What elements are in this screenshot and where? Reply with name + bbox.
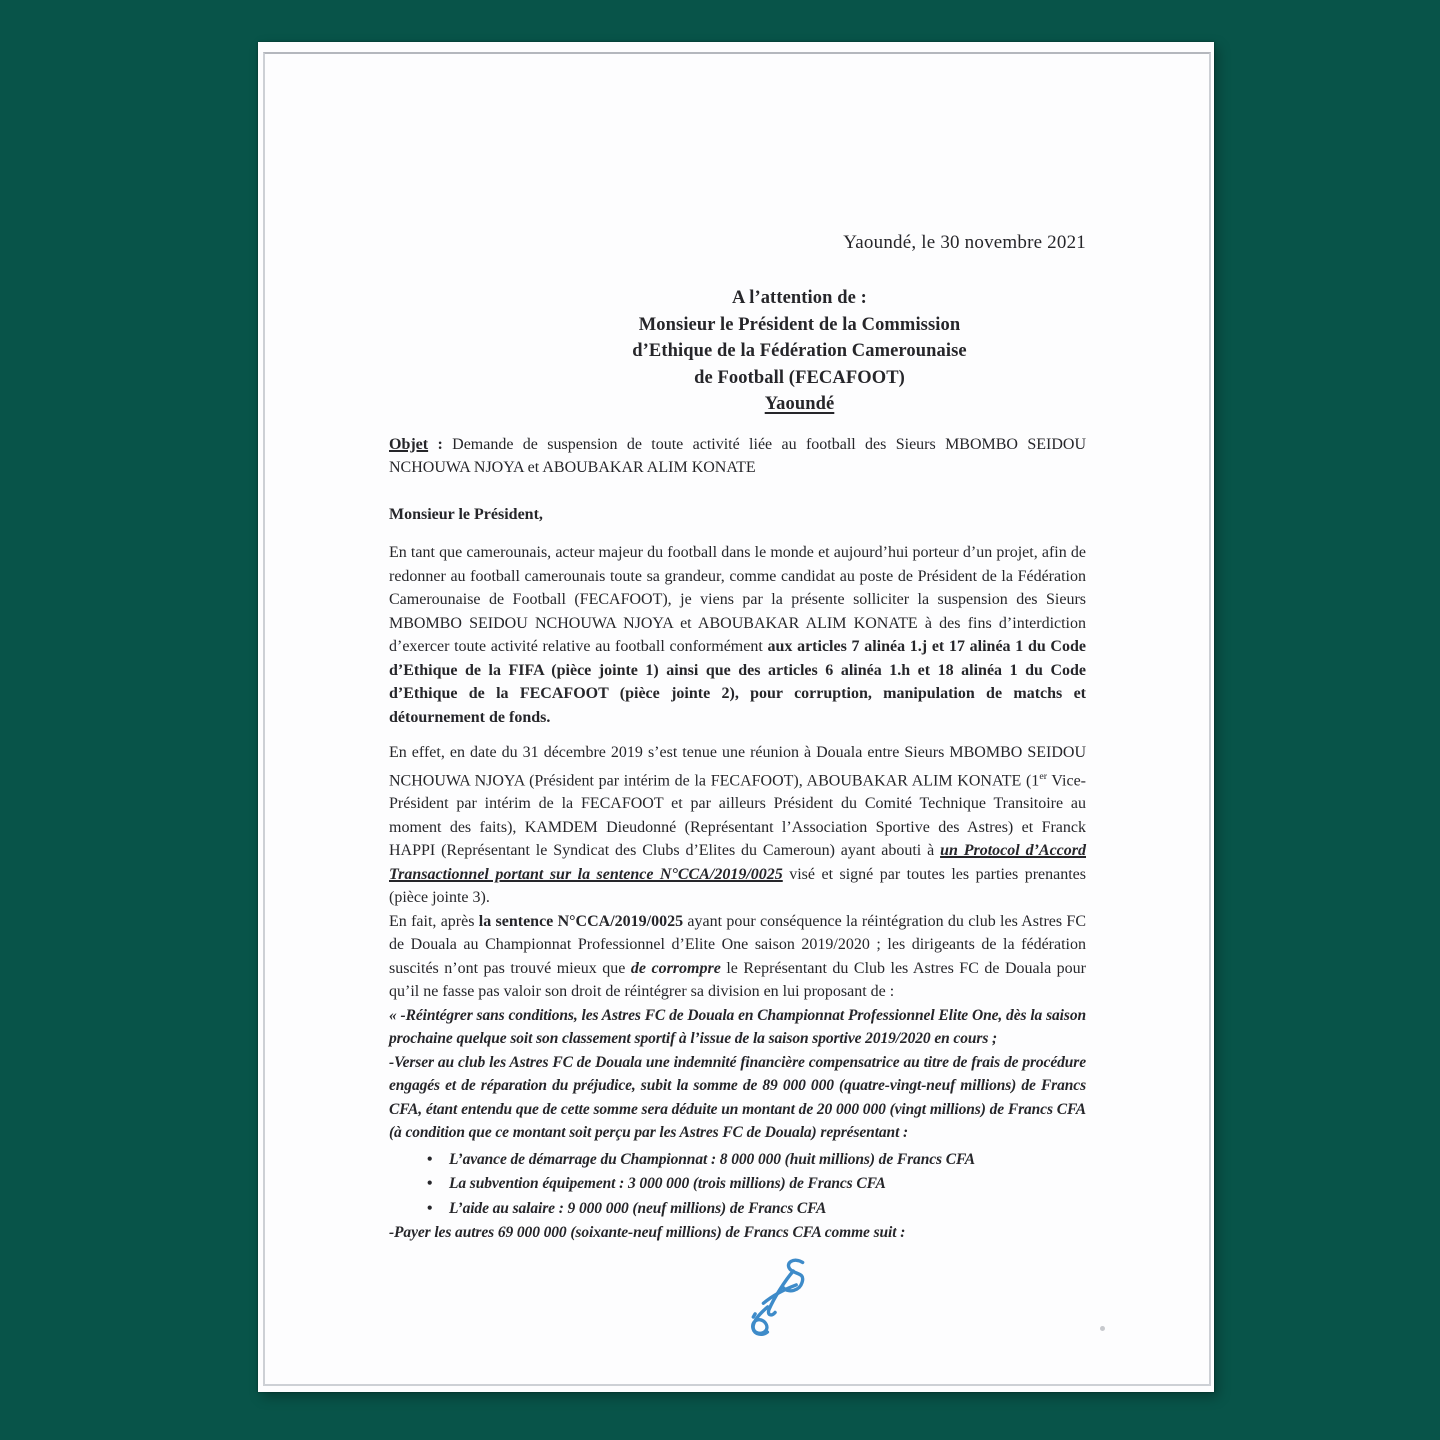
letter-content	[389, 42, 1086, 1337]
recipient-line: A l’attention de :	[732, 288, 867, 308]
bullet-list	[389, 1148, 1086, 1222]
recipient-block	[451, 285, 1148, 418]
letter-page	[258, 42, 1214, 1392]
list-item-aide-salaire: • L’aide au salaire : 9 000 000 (neuf millions) de Francs CFA	[427, 1197, 1086, 1222]
recipient-line: Monsieur le Président de la Commission	[638, 314, 961, 335]
subject-line: Objet : Demande de suspension de toute activité liée au football des Sieurs MBOMBO SEIDOU NCHOUWA NJOYA et ABOUBAKAR ALIM KONATE	[389, 435, 1087, 476]
list-item-avance: • L’avance de démarrage du Championnat : 8 000 000 (huit millions) de Francs CFA	[427, 1148, 1086, 1173]
paragraph-sentence: En fait, après la sentence N°CCA/2019/0025 ayant pour conséquence la réintégration du club les Astres FC de Douala au Championnat Professionnel d’Elite One saison 2019/2020 ; les dirigeants de la fédération suscités n’ont pas trouvé mieux que de corrompre le Représentant du Club les Astres FC de Douala pour qu’il ne fasse pas valoir son droit de réintégrer sa division en lui proposant de :	[389, 912, 1087, 1001]
paragraph-quote-reintegrer: « -Réintégrer sans conditions, les Astres FC de Douala en Championnat Professionnel Elite One, dès la saison prochaine quelque soit son classement sportif à l’issue de la saison sportive 2019/2020 en cours ;	[389, 1006, 1086, 1048]
paragraph-quote-verser: -Verser au club les Astres FC de Douala une indemnité financière compensatrice au titre de frais de procédure engagés et de réparation du préjudice, subit la somme de 89 000 000 (quatre-vingt-neuf millions) de Francs CFA, étant entendu que de cette somme sera déduite un montant de 20 000 000 (vingt millions) de Francs CFA (à condition que ce montant soit perçu par les Astres FC de Douala) représentant :	[389, 1053, 1086, 1142]
scan-speck	[1100, 1326, 1105, 1331]
signature-scribble	[738, 1254, 823, 1339]
paragraph-meeting: En effet, en date du 31 décembre 2019 s’est tenue une réunion à Douala entre Sieurs MBOMBO SEIDOU NCHOUWA NJOYA (Président par intérim de la FECAFOOT), ABOUBAKAR ALIM KONATE (1er Vice-Président par intérim de la FECAFOOT et par ailleurs Président du Comité Technique Transitoire au moment des faits), KAMDEM Dieudonné (Représentant l’Association Sportive des Astres) et Franck HAPPI (Représentant le Syndicat des Clubs d’Elites du Cameroun) ayant abouti à un Protocol d’Accord Transactionnel portant sur la sentence N°CCA/2019/0025 visé et signé par toutes les parties prenantes (pièce jointe 3).	[389, 744, 1087, 907]
paragraph-payer: -Payer les autres 69 000 000 (soixante-neuf millions) de Francs CFA comme suit :	[389, 1224, 906, 1242]
recipient-city-line: Yaoundé	[764, 394, 835, 414]
list-item-subvention: • La subvention équipement : 3 000 000 (trois millions) de Francs CFA	[427, 1172, 1086, 1197]
date-line: Yaoundé, le 30 novembre 2021	[843, 232, 1086, 253]
paragraph-intro: En tant que camerounais, acteur majeur du football dans le monde et aujourd’hui porteur d’un projet, afin de redonner au football camerounais toute sa grandeur, comme candidat au poste de Président de la Fédération Camerounaise de Football (FECAFOOT), je viens par la présente solliciter la suspension des Sieurs MBOMBO SEIDOU NCHOUWA NJOYA et ABOUBAKAR ALIM KONATE à des fins d’interdiction d’exercer toute activité relative au football conformément aux articles 7 alinéa 1.j et 17 alinéa 1 du Code d’Ethique de la FIFA (pièce jointe 1) ainsi que des articles 6 alinéa 1.h et 18 alinéa 1 du Code d’Ethique de la FECAFOOT (pièce jointe 2), pour corruption, manipulation de matchs et détournement de fonds.	[389, 544, 1086, 726]
salutation: Monsieur le Président,	[389, 505, 543, 523]
recipient-line: d’Ethique de la Fédération Camerounaise	[632, 341, 967, 361]
recipient-line: de Football (FECAFOOT)	[694, 367, 905, 388]
